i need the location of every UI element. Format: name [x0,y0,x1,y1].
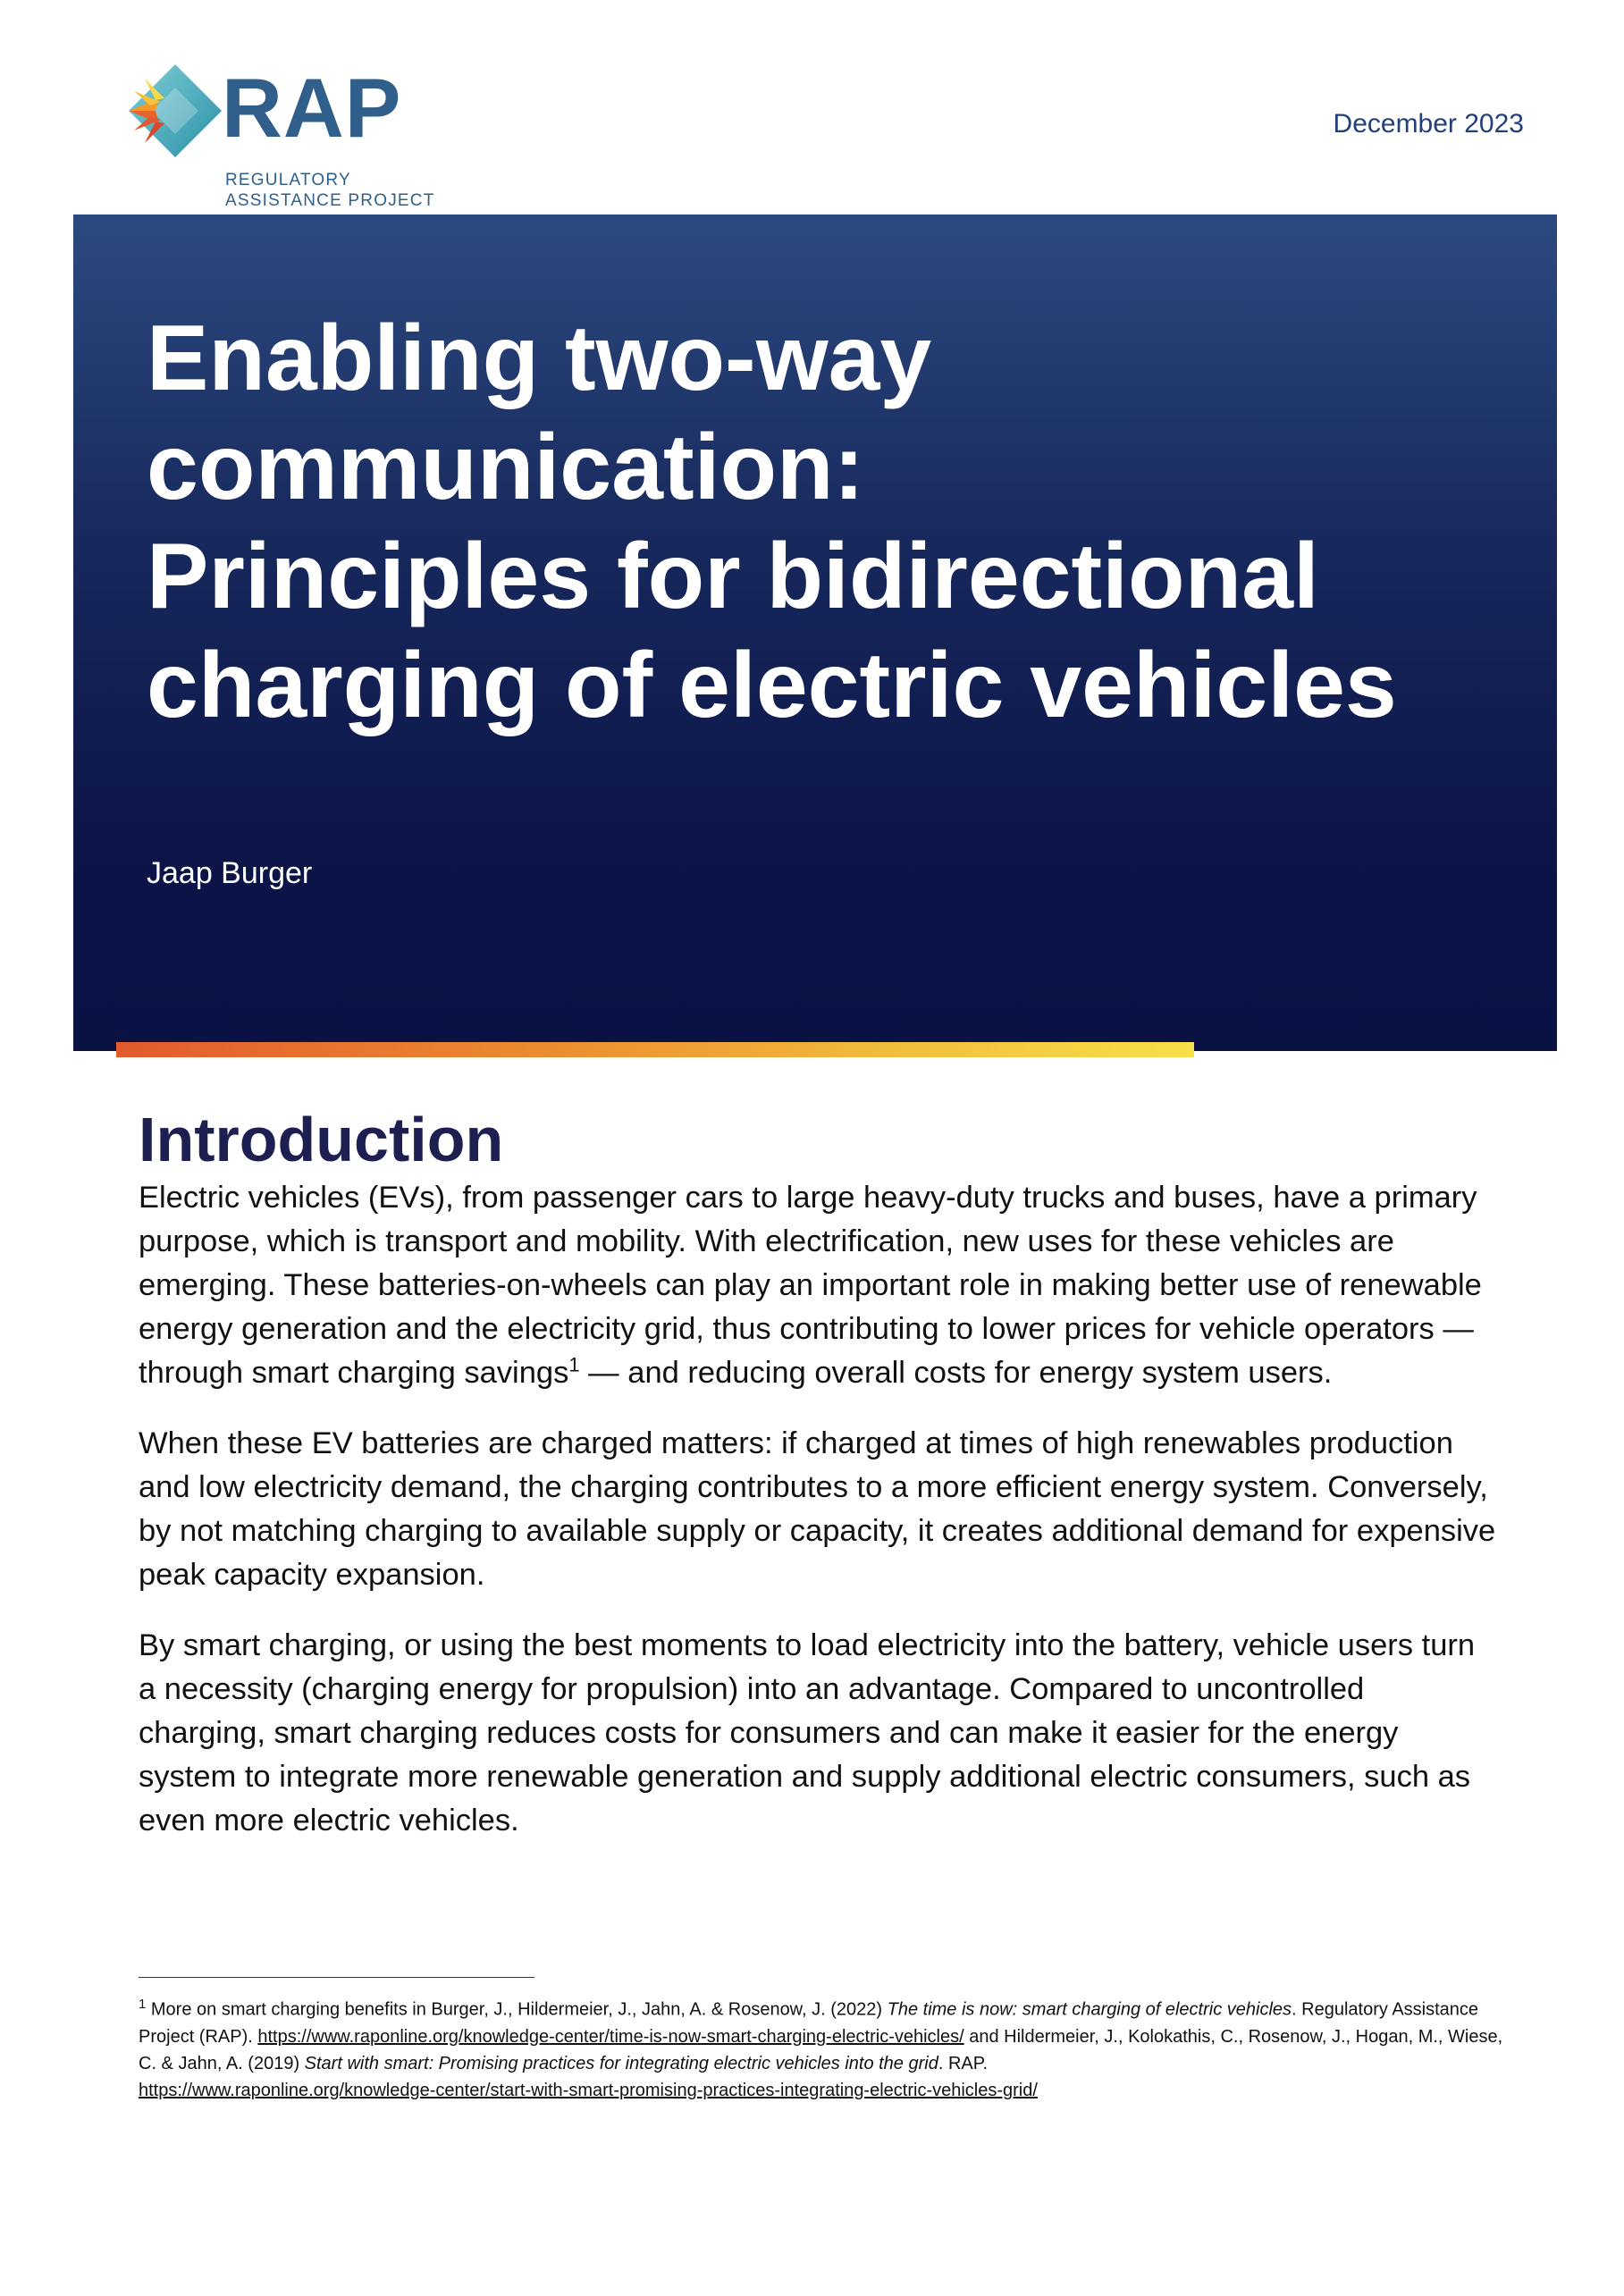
logo-wordmark: RAP [222,61,402,155]
publication-date: December 2023 [1333,109,1524,139]
footnote-title-2: Start with smart: Promising practices for integrating electric vehicles into the grid [304,2053,938,2073]
paragraph-1 [139,1176,1497,1395]
logo-subtitle [225,170,511,211]
rap-diamond-logo-icon [125,61,225,161]
document-title [147,304,1523,740]
section-heading: Introduction [139,1105,504,1174]
title-line-2: communication: [147,416,865,519]
footnote-text-c: and Hildermeier, J., Kolokathis, C., Rosenow, J., Hogan, M., Wiese, C. & Jahn, A. (2019) [139,2026,1503,2073]
title-line-1: Enabling two-way [147,307,932,410]
footnote-1 [139,1991,1506,2104]
accent-gradient-bar [116,1042,1194,1057]
introduction-section [139,1103,1497,1870]
logo-subtitle-line-1: REGULATORY [225,171,351,189]
footnote-marker: 1 [139,1997,147,2012]
footnote-link-1[interactable]: https://www.raponline.org/knowledge-center/time-is-now-smart-charging-electric-vehicles/ [257,2026,964,2047]
paragraph-1-text-a: Electric vehicles (EVs), from passenger cars to large heavy-duty trucks and buses, have a primary purpose, which is transport and mobility. With electrification, new uses for these vehicles are emerging. These batteries-on-wheels can play an important role in making better use of renewable energy generation and the electricity grid, thus contributing to lower prices for vehicle operators — through smart charging savings [139,1181,1482,1390]
footnote-reference[interactable]: 1 [568,1353,580,1376]
paragraph-1-text-b: — and reducing overall costs for energy system users. [579,1356,1333,1390]
logo-subtitle-line-2: ASSISTANCE PROJECT [225,191,435,210]
author-name: Jaap Burger [147,856,313,890]
footnote-text-a: More on smart charging benefits in Burger, J., Hildermeier, J., Jahn, A. & Rosenow, J. (2022) [146,1999,888,2020]
footnote-link-2[interactable]: https://www.raponline.org/knowledge-center/start-with-smart-promising-practices-integrating-electric-vehicles-grid/ [139,2080,1038,2100]
footnote-text-b: . Regulatory Assistance Project (RAP). [139,1999,1479,2047]
footnote-divider [139,1977,534,1978]
paragraph-2: When these EV batteries are charged matters: if charged at times of high renewables production and low electricity demand, the charging contributes to a more efficient energy system. Conversely, by not matching charging to available supply or capacity, it creates additional demand for expensive peak capacity expansion. [139,1426,1496,1592]
title-line-3: Principles for bidirectional [147,525,1319,628]
rap-logo [125,57,447,210]
footnote-text-d: . RAP. [938,2053,989,2073]
footnote-title-1: The time is now: smart charging of electric vehicles [887,1999,1292,2020]
title-line-4: charging of electric vehicles [147,634,1397,737]
paragraph-3: By smart charging, or using the best moments to load electricity into the battery, vehicle users turn a necessity (charging energy for propulsion) into an advantage. Compared to uncontrolled charging, smart charging reduces costs for consumers and can make it easier for the energy system to integrate more renewable generation and supply additional electric consumers, such as even more electric vehicles. [139,1628,1476,1838]
title-banner [73,214,1557,1051]
